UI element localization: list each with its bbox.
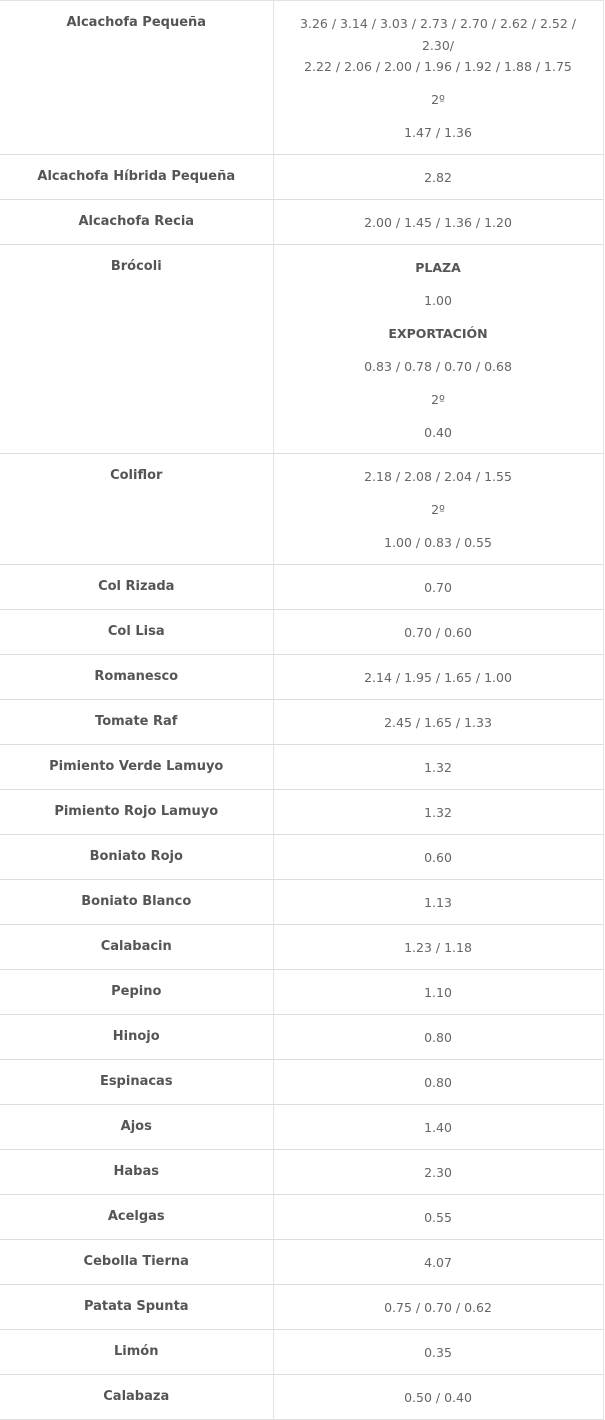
table-row — [0, 1284, 603, 1329]
product-name-cell: Romanesco — [0, 654, 273, 699]
price-cell — [273, 154, 603, 199]
price-line: 2.82 — [424, 169, 452, 185]
table-row — [0, 834, 603, 879]
price-cell — [273, 834, 603, 879]
price-line: 0.70 — [424, 579, 452, 595]
price-line: 2º — [431, 502, 445, 517]
table-row — [0, 244, 603, 454]
table-row — [0, 1014, 603, 1059]
product-name-cell: Calabaza — [0, 1374, 273, 1419]
price-line: 0.80 — [424, 1029, 452, 1045]
product-name-cell: Pepino — [0, 969, 273, 1014]
price-line: 0.60 — [424, 849, 452, 865]
price-line: 0.70 / 0.60 — [404, 624, 472, 640]
product-name-cell: Ajos — [0, 1104, 273, 1149]
price-cell — [273, 1329, 603, 1374]
price-line: 1.32 — [424, 804, 452, 820]
table-row — [0, 789, 603, 834]
table-row — [0, 454, 603, 565]
table-row — [0, 1104, 603, 1149]
price-line: 1.40 — [424, 1119, 452, 1135]
price-cell — [273, 699, 603, 744]
table-row — [0, 1374, 603, 1419]
price-cell — [273, 1239, 603, 1284]
table-row — [0, 1329, 603, 1374]
price-line: 1.00 — [424, 292, 452, 308]
price-cell — [273, 969, 603, 1014]
price-cell — [273, 1284, 603, 1329]
table-row — [0, 154, 603, 199]
price-cell — [273, 1374, 603, 1419]
product-name-cell: Espinacas — [0, 1059, 273, 1104]
table-row — [0, 564, 603, 609]
product-name-cell: Alcachofa Recia — [0, 199, 273, 244]
price-cell — [273, 1194, 603, 1239]
product-name-cell: Pimiento Rojo Lamuyo — [0, 789, 273, 834]
price-line: 1.47 / 1.36 — [404, 125, 472, 140]
price-cell — [273, 1149, 603, 1194]
price-cell — [273, 1104, 603, 1149]
table-row — [0, 654, 603, 699]
price-cell — [273, 199, 603, 244]
price-line: 2.00 / 1.45 / 1.36 / 1.20 — [364, 214, 512, 230]
price-cell — [273, 1014, 603, 1059]
price-line: 1.00 / 0.83 / 0.55 — [384, 535, 492, 550]
price-line: 0.40 — [424, 424, 452, 440]
price-section-heading: EXPORTACIÓN — [388, 325, 488, 341]
table-row — [0, 1059, 603, 1104]
table-row — [0, 609, 603, 654]
price-line: 1.13 — [424, 894, 452, 910]
table-row — [0, 1194, 603, 1239]
product-name-cell: Boniato Rojo — [0, 834, 273, 879]
price-line: 2.30 — [424, 1164, 452, 1180]
table-row — [0, 1, 603, 155]
price-table-body — [0, 1, 603, 1420]
product-name-cell: Hinojo — [0, 1014, 273, 1059]
table-row — [0, 699, 603, 744]
price-line: 2º — [431, 92, 445, 107]
price-cell — [273, 609, 603, 654]
price-line: 1.32 — [424, 759, 452, 775]
price-line: 0.80 — [424, 1074, 452, 1090]
price-cell — [273, 879, 603, 924]
price-line: 2.45 / 1.65 / 1.33 — [384, 714, 492, 730]
price-cell — [273, 1059, 603, 1104]
price-line: 0.75 / 0.70 / 0.62 — [384, 1299, 492, 1315]
product-name-cell: Boniato Blanco — [0, 879, 273, 924]
price-line: 2º — [431, 391, 445, 407]
product-name-cell: Col Lisa — [0, 609, 273, 654]
product-name-cell: Tomate Raf — [0, 699, 273, 744]
price-cell — [273, 789, 603, 834]
price-cell — [273, 244, 603, 454]
price-line: 1.23 / 1.18 — [404, 939, 472, 955]
table-row — [0, 199, 603, 244]
product-name-cell: Limón — [0, 1329, 273, 1374]
product-name-cell: Coliflor — [0, 454, 273, 565]
table-row — [0, 744, 603, 789]
product-name-cell: Alcachofa Pequeña — [0, 1, 273, 155]
product-name-cell: Patata Spunta — [0, 1284, 273, 1329]
table-row — [0, 879, 603, 924]
product-name-cell: Habas — [0, 1149, 273, 1194]
price-section-heading: PLAZA — [415, 259, 461, 275]
product-name-cell: Calabacin — [0, 924, 273, 969]
price-line: 0.55 — [424, 1209, 452, 1225]
price-cell — [273, 454, 603, 565]
price-cell — [273, 924, 603, 969]
table-row — [0, 1239, 603, 1284]
product-name-cell: Pimiento Verde Lamuyo — [0, 744, 273, 789]
product-name-cell: Col Rizada — [0, 564, 273, 609]
price-line: 1.10 — [424, 984, 452, 1000]
price-line-group — [284, 13, 593, 78]
table-row — [0, 969, 603, 1014]
price-line: 2.14 / 1.95 / 1.65 / 1.00 — [364, 669, 512, 685]
price-line: 3.26 / 3.14 / 3.03 / 2.73 / 2.70 / 2.62 / 2.52 / 2.30/ — [300, 16, 576, 53]
table-row — [0, 1149, 603, 1194]
price-cell — [273, 564, 603, 609]
table-row — [0, 924, 603, 969]
price-line: 4.07 — [424, 1254, 452, 1270]
price-cell — [273, 1, 603, 155]
price-cell — [273, 744, 603, 789]
price-cell — [273, 654, 603, 699]
product-name-cell: Brócoli — [0, 244, 273, 454]
price-line: 0.83 / 0.78 / 0.70 / 0.68 — [364, 358, 512, 374]
product-name-cell: Alcachofa Híbrida Pequeña — [0, 154, 273, 199]
price-line: 2.18 / 2.08 / 2.04 / 1.55 — [364, 469, 512, 484]
product-name-cell: Cebolla Tierna — [0, 1239, 273, 1284]
price-line: 0.35 — [424, 1344, 452, 1360]
price-line: 0.50 / 0.40 — [404, 1389, 472, 1405]
price-line: 2.22 / 2.06 / 2.00 / 1.96 / 1.92 / 1.88 / 1.75 — [304, 59, 572, 74]
product-name-cell: Acelgas — [0, 1194, 273, 1239]
